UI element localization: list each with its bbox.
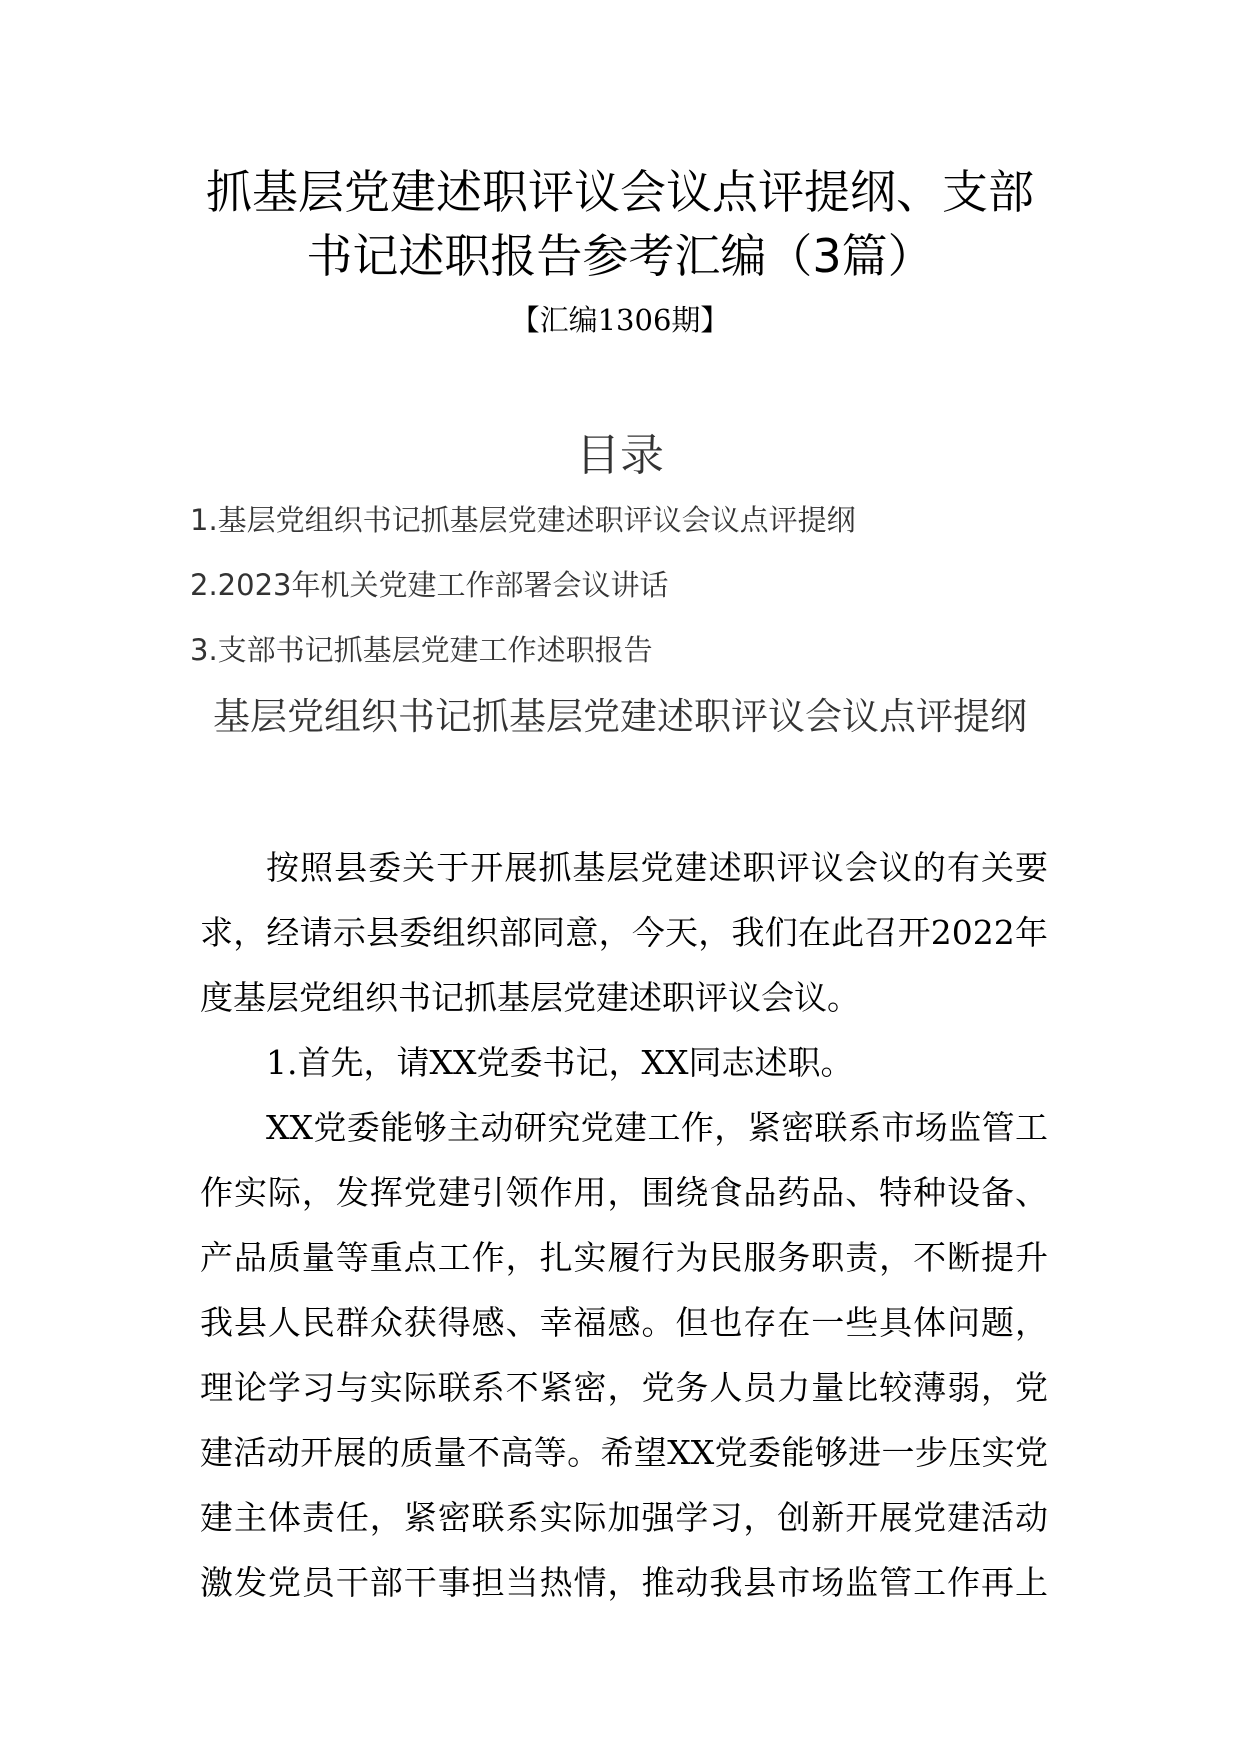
document-title-line-1: 抓基层党建述职评议会议点评提纲、支部 — [206, 165, 1034, 219]
paragraph-line: 1.首先，请XX党委书记，XX同志述职。 — [266, 1043, 854, 1082]
paragraph-line: 度基层党组织书记抓基层党建述职评议会议。 — [200, 978, 860, 1017]
toc-item-1[interactable]: 1.基层党组织书记抓基层党建述职评议会议点评提纲 — [190, 503, 856, 537]
paragraph-line: 作实际，发挥党建引领作用，围绕食品药品、特种设备、 — [200, 1173, 1048, 1212]
toc-item-3[interactable]: 3.支部书记抓基层党建工作述职报告 — [190, 633, 653, 667]
issue-number-tag: 【汇编1306期】 — [510, 303, 730, 337]
section-title: 基层党组织书记抓基层党建述职评议会议点评提纲 — [213, 695, 1027, 738]
toc-heading: 目录 — [576, 430, 664, 481]
table-of-contents — [190, 502, 856, 697]
document-title — [0, 160, 1240, 288]
paragraph-line: 激发党员干部干事担当热情，推动我县市场监管工作再上 — [200, 1563, 1048, 1602]
paragraph-line: 求，经请示县委组织部同意，今天，我们在此召开2022年 — [200, 913, 1048, 952]
paragraph-line: 产品质量等重点工作，扎实履行为民服务职责，不断提升 — [200, 1238, 1048, 1277]
paragraph-line: 按照县委关于开展抓基层党建述职评议会议的有关要 — [266, 848, 1048, 887]
paragraph-line: 建主体责任，紧密联系实际加强学习，创新开展党建活动 — [200, 1498, 1048, 1537]
toc-item-2[interactable]: 2.2023年机关党建工作部署会议讲话 — [190, 568, 669, 602]
paragraph-line: 建活动开展的质量不高等。希望XX党委能够进一步压实党 — [200, 1433, 1048, 1472]
paragraph-line: 我县人民群众获得感、幸福感。但也存在一些具体问题， — [200, 1303, 1048, 1342]
section-body — [200, 838, 1048, 1618]
paragraph-line: XX党委能够主动研究党建工作，紧密联系市场监管工 — [266, 1108, 1048, 1147]
paragraph-line: 理论学习与实际联系不紧密，党务人员力量比较薄弱，党 — [200, 1368, 1048, 1407]
document-title-line-2: 书记述职报告参考汇编（3篇） — [306, 229, 934, 283]
